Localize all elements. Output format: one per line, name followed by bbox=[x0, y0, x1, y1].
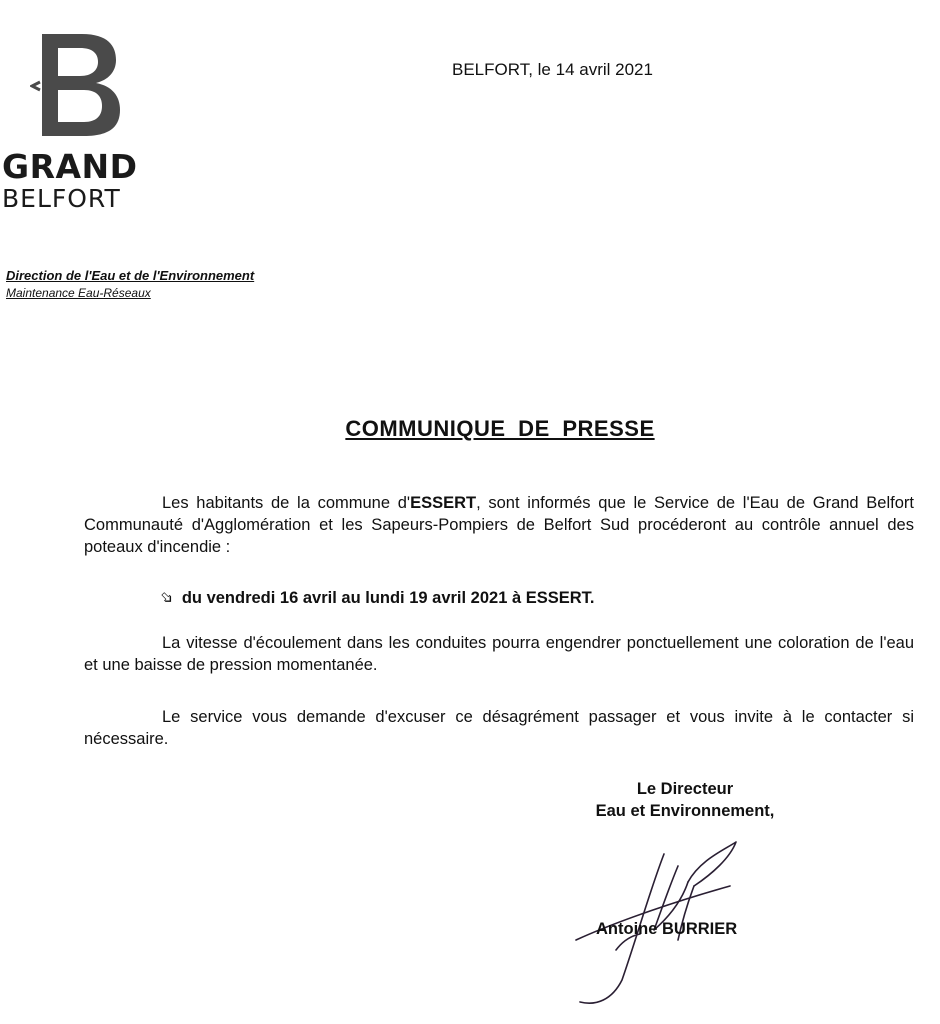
department-title: Direction de l'Eau et de l'Environnement bbox=[6, 268, 255, 283]
page-title: COMMUNIQUE DE PRESSE bbox=[345, 416, 655, 441]
signatory-role bbox=[560, 778, 810, 822]
announcement-paragraph bbox=[84, 492, 914, 558]
date-range-text: du vendredi 16 avril au lundi 19 avril 2021 à ESSERT. bbox=[181, 589, 595, 607]
logo-belfort-text: BELFORT bbox=[2, 184, 121, 213]
signatory-role-line1: Le Directeur bbox=[636, 780, 734, 798]
commune-name: ESSERT bbox=[410, 494, 477, 512]
signatory-role-line2: Eau et Environnement, bbox=[595, 802, 775, 820]
document-date: BELFORT, le 14 avril 2021 bbox=[452, 60, 653, 79]
grand-belfort-logo-icon bbox=[30, 30, 126, 140]
signatory-name: Antoine BURRIER bbox=[596, 920, 738, 938]
apology-paragraph: Le service vous demande d'excuser ce désagrément passager et vous invite à le contacter si nécessaire. bbox=[84, 708, 914, 748]
department-subtitle: Maintenance Eau-Réseaux bbox=[6, 286, 151, 300]
paragraph-text-end: , sont informés que le Service de l'Eau de Grand Belfort Communauté d'Agglomération et les Sapeurs-Pompiers de Belfort Sud procéderont au contrôle annuel des poteaux d'incendie : bbox=[84, 494, 914, 556]
date-range-line bbox=[155, 586, 595, 610]
arrow-icon: ➩ bbox=[155, 586, 179, 610]
water-coloration-paragraph: La vitesse d'écoulement dans les conduites pourra engendrer ponctuellement une coloration de l'eau et une baisse de pression momentanée. bbox=[84, 634, 914, 674]
logo-grand-text: GRAND bbox=[2, 147, 138, 186]
paragraph-text-start: Les habitants de la commune d' bbox=[162, 494, 411, 512]
